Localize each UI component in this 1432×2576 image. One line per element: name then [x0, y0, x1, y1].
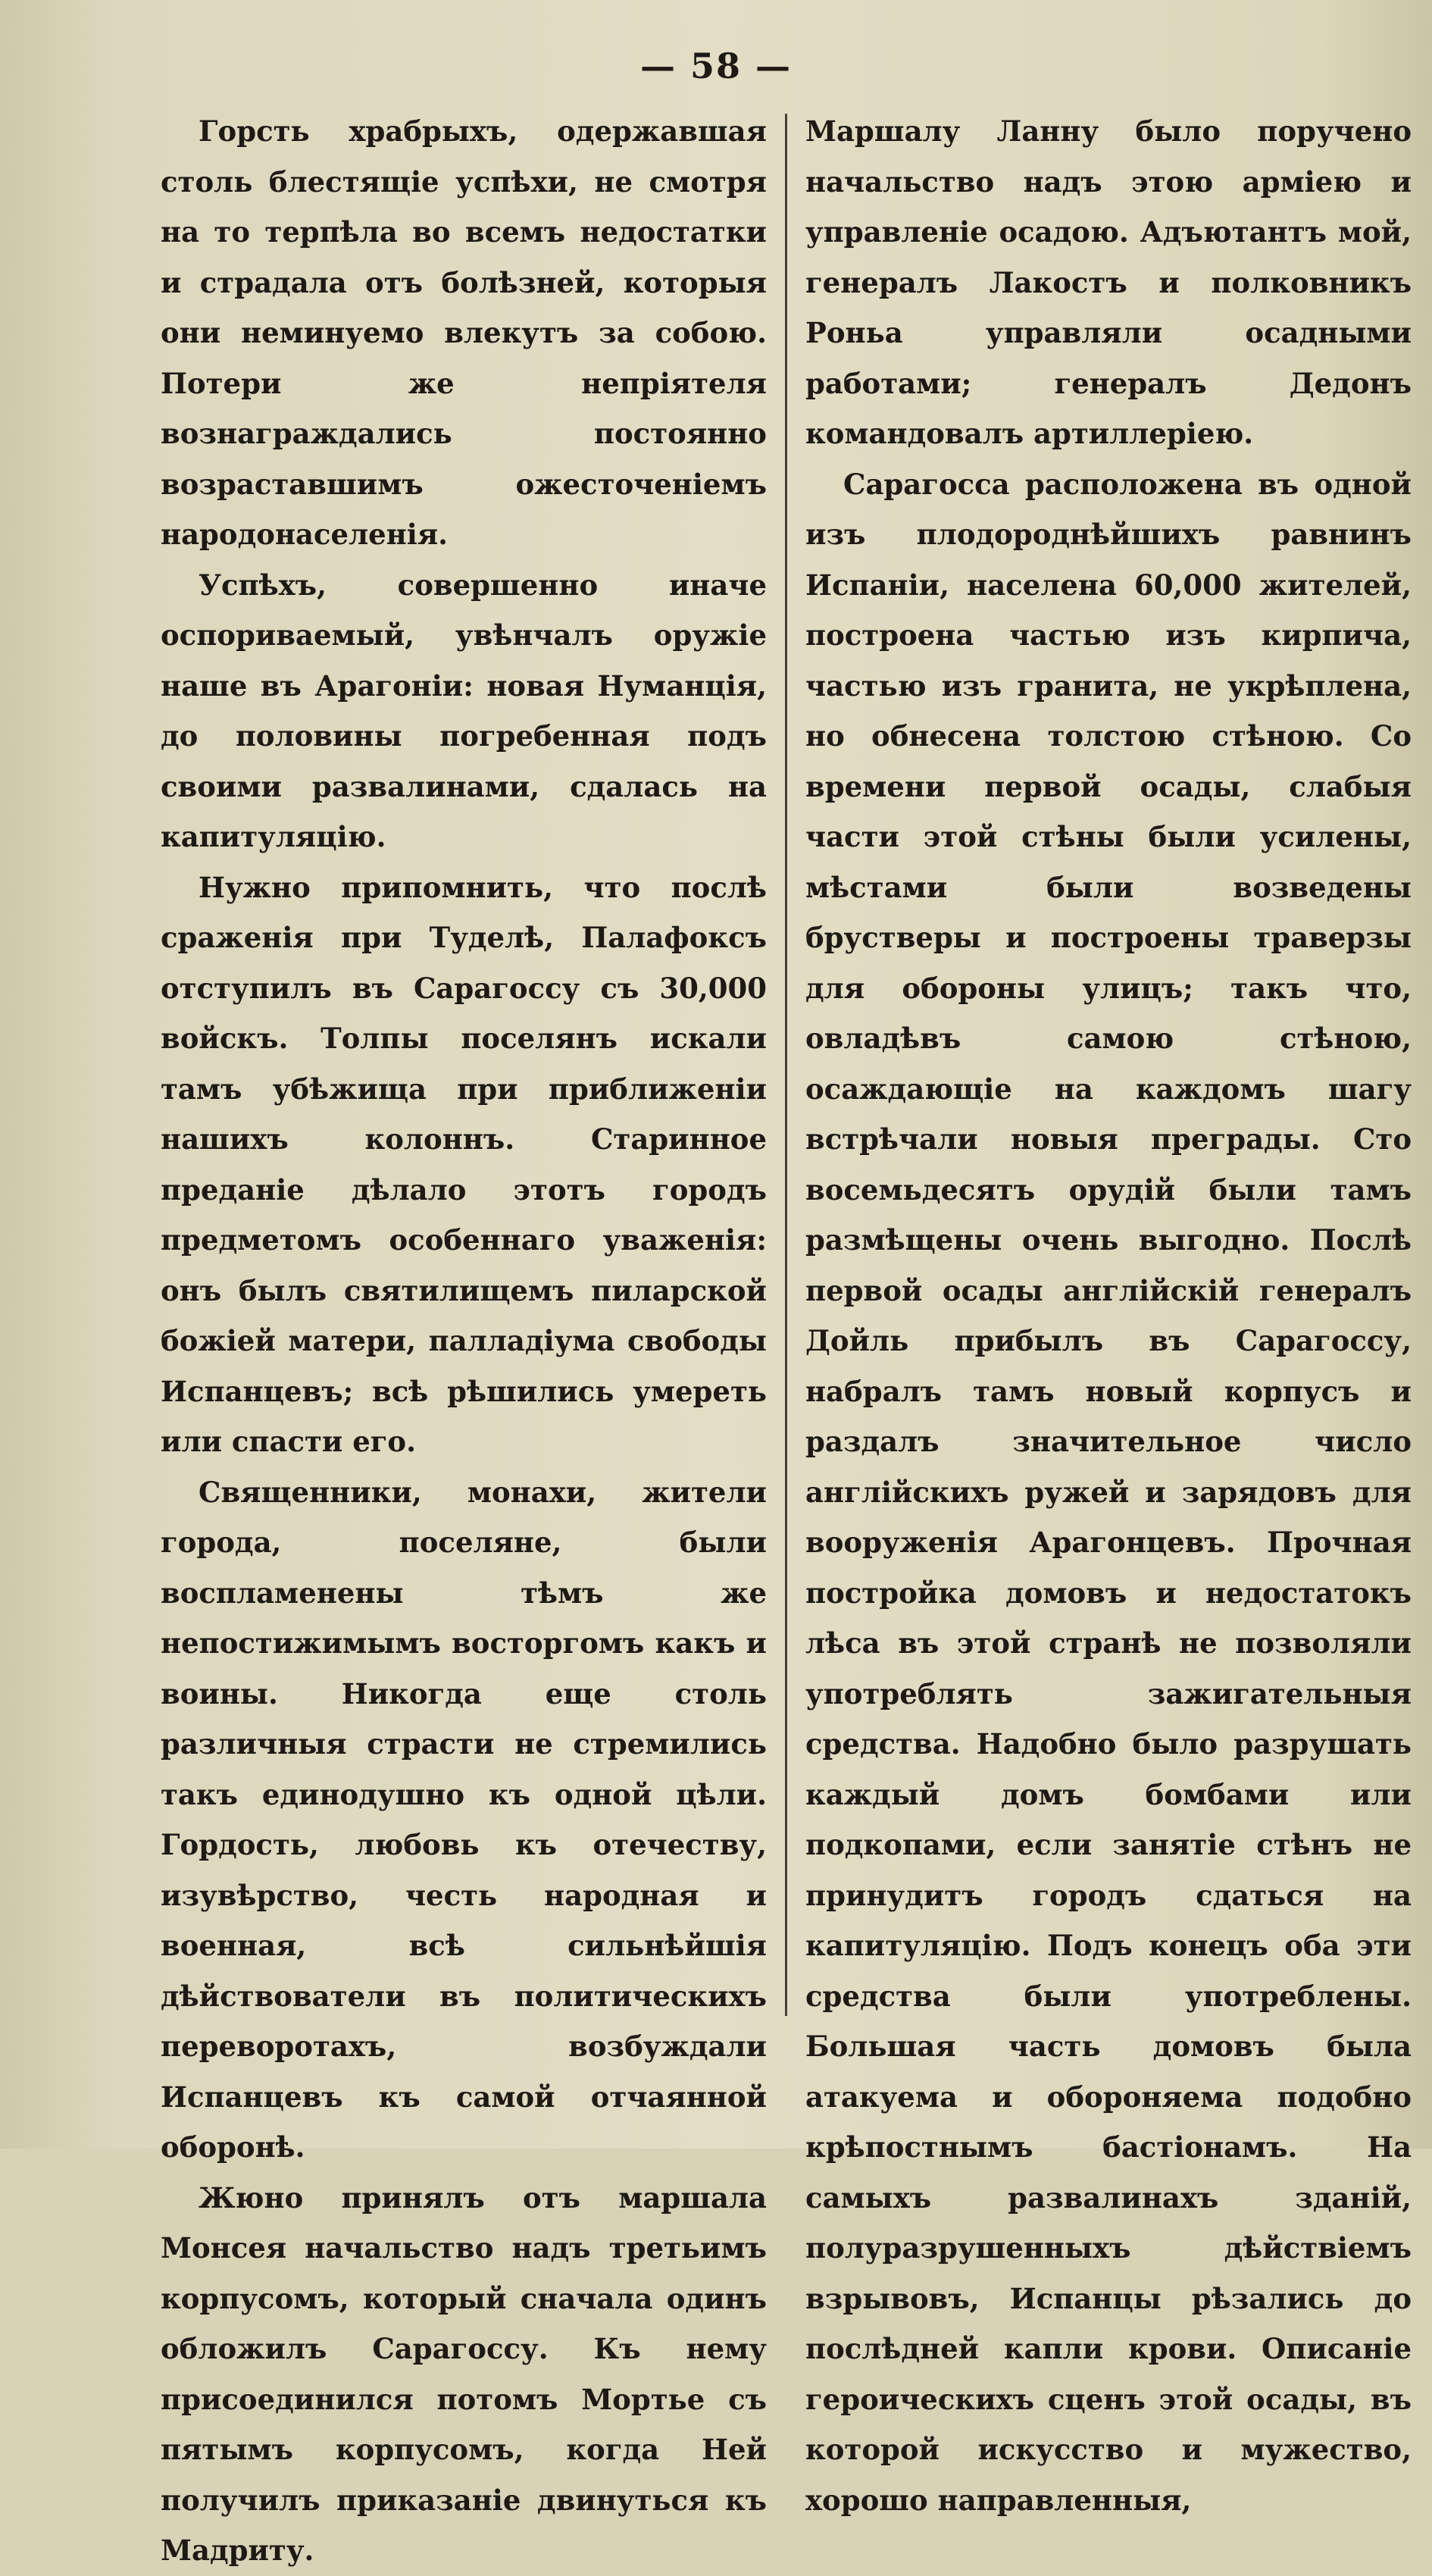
column-divider [785, 114, 787, 2016]
paragraph: Сарагосса расположена въ одной изъ плодороднѣйшихъ равнинъ Испаніи, населена 60,000 жителей, построена частью изъ кирпича, частью изъ гранита, не укрѣплена, но обнесена толстою стѣною. Со времени первой осады, слабыя части этой стѣны были усилены, мѣстами были возведены брустверы и построены траверзы для обороны улицъ; такъ что, овладѣвъ самою стѣною, осаждающіе на каждомъ шагу встрѣчали новыя преграды. Сто восемьдесятъ орудій были тамъ размѣщены очень выгодно. Послѣ первой осады англійскій генералъ Дойль прибылъ въ Сарагоссу, набралъ тамъ новый корпусъ и раздалъ значительное число англійскихъ ружей и зарядовъ для вооруженія Арагонцевъ. Прочная постройка домовъ и недостатокъ лѣса въ этой странѣ не позволяли употреблять зажигательныя средства. Надобно было разрушать каждый домъ бомбами или подкопами, если занятіе стѣнъ не принудитъ городъ сдаться на капитуляцію. Подъ конецъ оба эти средства были употреблены. Большая часть домовъ была атакуема и обороняема подобно крѣпостнымъ бастіонамъ. На самыхъ развалинахъ зданій, полуразрушенныхъ дѣйствіемъ взрывовъ, Испанцы рѣзались до послѣдней капли крови. Описаніе героическихъ сценъ этой осады, въ которой искусство и мужество, хорошо направленныя, [805, 467, 1412, 2517]
paragraph: Горсть храбрыхъ, одержавшая столь блестящіе успѣхи, не смотря на то терпѣла во всемъ недостатки и страдала отъ болѣзней, которыя они неминуемо влекутъ за собою. Потери же непріятеля вознаграждались постоянно возраставшимъ ожесточеніемъ народонаселенія. [161, 114, 767, 551]
paragraph: Жюно принялъ отъ маршала Монсея начальство надъ третьимъ корпусомъ, который сначала одинъ обложилъ Сарагоссу. Къ нему присоединился потомъ Мортье съ пятымъ корпусомъ, когда Ней получилъ приказаніе двинуться къ Мадриту. [161, 2180, 767, 2567]
page-number: — 58 — [639, 45, 793, 86]
paragraph: Успѣхъ, совершенно иначе оспориваемый, увѣнчалъ оружіе наше въ Арагоніи: новая Нуманція, до половины погребенная подъ своими развалинами, сдалась на капитуляцію. [161, 568, 767, 853]
left-column [161, 106, 767, 2567]
paragraph: Маршалу Ланну было поручено начальство надъ этою арміею и управленіе осадою. Адъютантъ мой, генералъ Лакостъ и полковникъ Роньа управляли осадными работами; генералъ Дедонъ командовалъ артиллеріею. [805, 114, 1412, 450]
paragraph: Нужно припомнить, что послѣ сраженія при Туделѣ, Палафоксъ отступилъ въ Сарагоссу съ 30,000 войскъ. Толпы поселянъ искали тамъ убѣжища при приближеніи нашихъ колоннъ. Старинное преданіе дѣлало этотъ городъ предметомъ особеннаго уваженія: онъ былъ святилищемъ пиларской божіей матери, палладіума свободы Испанцевъ; всѣ рѣшились умереть или спасти его. [161, 870, 767, 1458]
right-column [805, 106, 1412, 2517]
paragraph: Священники, монахи, жители города, поселяне, были воспламенены тѣмъ же непостижимымъ восторгомъ какъ и воины. Никогда еще столь различныя страсти не стремились такъ единодушно къ одной цѣли. Гордость, любовь къ отечеству, изувѣрство, честь народная и военная, всѣ сильнѣйшія дѣйствователи въ политическихъ переворотахъ, возбуждали Испанцевъ къ самой отчаянной оборонѣ. [161, 1475, 767, 2164]
